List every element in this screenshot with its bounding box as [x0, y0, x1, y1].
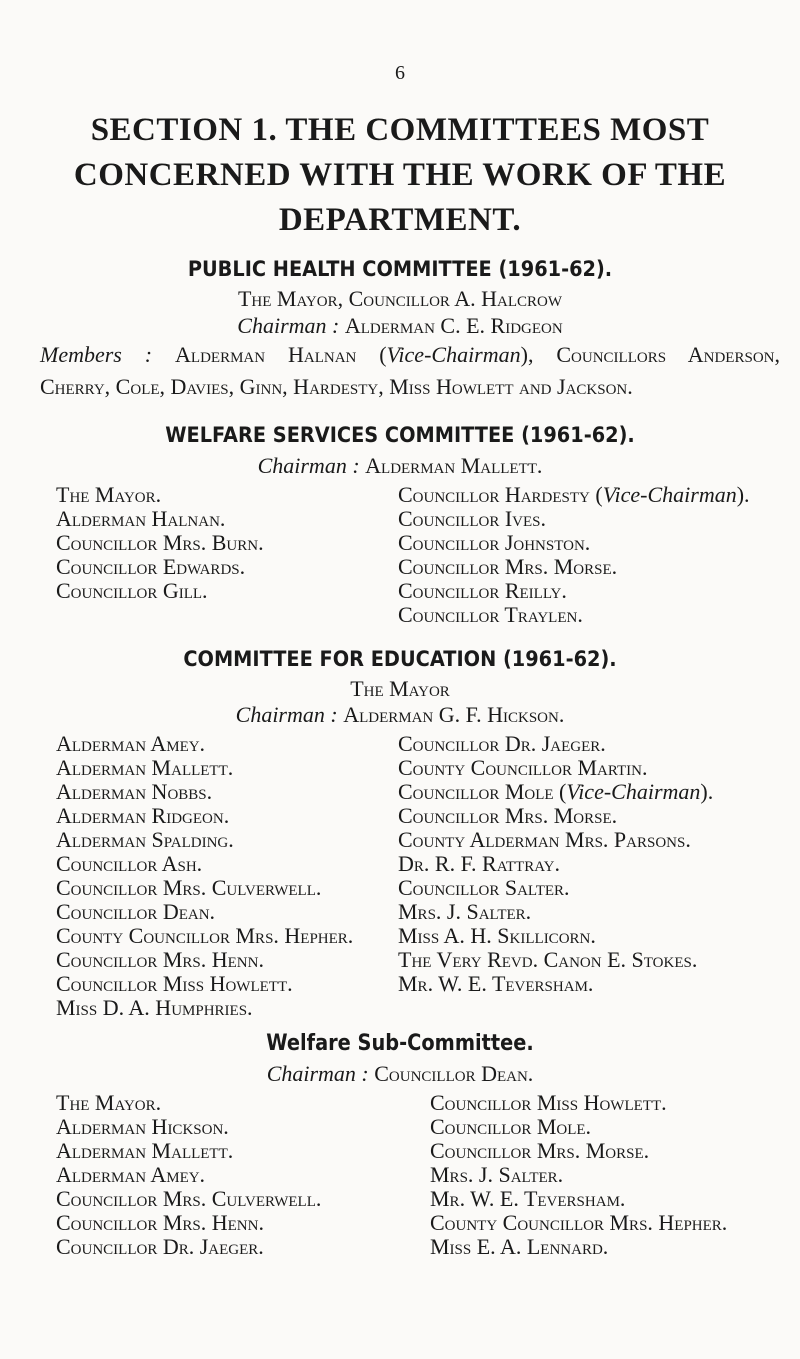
member-entry: Councillor Dean.: [56, 899, 216, 924]
member-entry: Councillor Gill.: [56, 578, 208, 603]
member-entry: The Mayor.: [56, 1090, 162, 1115]
public-health-members-line-1: [40, 340, 780, 370]
member-end: ).: [736, 482, 750, 507]
member-entry: Councillor Dr. Jaeger.: [56, 1234, 264, 1259]
member-entry: Councillor Salter.: [398, 875, 570, 900]
member-entry: Councillor Dr. Jaeger.: [398, 731, 606, 756]
member-entry: Councillor Mrs. Morse.: [398, 803, 618, 828]
member-entry: [398, 483, 750, 507]
education-heading: COMMITTEE FOR EDUCATION (1961-62).: [183, 647, 617, 671]
member-entry: County Councillor Martin.: [398, 755, 648, 780]
member-entry: County Councillor Mrs. Hepher.: [430, 1210, 728, 1235]
member-entry: Councillor Miss Howlett.: [430, 1090, 667, 1115]
member-entry: Councillor Mrs. Henn.: [56, 947, 264, 972]
chairman-label: Chairman :: [237, 313, 340, 338]
member-entry: Councillor Ives.: [398, 506, 546, 531]
member-entry: County Alderman Mrs. Parsons.: [398, 827, 691, 852]
welfare-services-heading: WELFARE SERVICES COMMITTEE (1961-62).: [165, 423, 635, 447]
section-title: SECTION 1. THE COMMITTEES MOST CONCERNED WITH THE WORK OF THE DEPARTMENT.: [73, 112, 727, 238]
member-entry: Councillor Mrs. Morse.: [430, 1138, 650, 1163]
welfare-sub-heading: Welfare Sub-Committee.: [266, 1031, 534, 1056]
member-entry: The Very Revd. Canon E. Stokes.: [398, 947, 698, 972]
member-entry: Mrs. J. Salter.: [430, 1162, 564, 1187]
member-entry: Alderman Amey.: [56, 1162, 206, 1187]
education-mayor-line: The Mayor: [350, 676, 450, 701]
member-entry: Councillor Johnston.: [398, 530, 591, 555]
member-entry: Alderman Ridgeon.: [56, 803, 230, 828]
public-health-members-line-2: Cherry, Cole, Davies, Ginn, Hardesty, Miss Howlett and Jackson.: [40, 374, 633, 399]
member-entry: Alderman Nobbs.: [56, 779, 213, 804]
education-right-column: [398, 732, 713, 996]
page-number: 6: [395, 62, 405, 84]
member-name: Councillor Hardesty (: [398, 482, 603, 507]
member-name: Councillor Mole (: [398, 779, 567, 804]
member-entry: Councillor Traylen.: [398, 602, 583, 627]
welfare-services-left-column: [56, 483, 264, 603]
chairman-value: Alderman C. E. Ridgeon: [344, 313, 563, 338]
member-entry: Alderman Hickson.: [56, 1114, 229, 1139]
member-entry: Councillor Mrs. Culverwell.: [56, 1186, 322, 1211]
member-entry: Alderman Spalding.: [56, 827, 234, 852]
member-entry: Councillor Reilly.: [398, 578, 567, 603]
member-entry: Councillor Mole.: [430, 1114, 592, 1139]
member-entry: Alderman Mallett.: [56, 1138, 234, 1163]
member-entry: Mrs. J. Salter.: [398, 899, 532, 924]
chairman-label: Chairman :: [266, 1061, 369, 1086]
welfare-sub-left-column: [56, 1091, 321, 1259]
member-entry: Miss D. A. Humphries.: [56, 995, 253, 1020]
chairman-value: Alderman G. F. Hickson.: [343, 702, 565, 727]
chairman-value: Councillor Dean.: [374, 1061, 534, 1086]
welfare-sub-chairman-line: [0, 1061, 800, 1087]
member-entry: [398, 780, 713, 804]
member-entry: Miss E. A. Lennard.: [430, 1234, 609, 1259]
member-entry: Councillor Mrs. Culverwell.: [56, 875, 322, 900]
member-entry: Councillor Edwards.: [56, 554, 246, 579]
member-entry: Councillor Mrs. Morse.: [398, 554, 618, 579]
members-vice-chairman: Vice-Chairman: [386, 342, 521, 367]
welfare-services-chairman-line: [0, 453, 800, 479]
member-entry: Miss A. H. Skillicorn.: [398, 923, 596, 948]
members-part-1: Alderman Halnan (: [175, 342, 387, 367]
member-entry: Alderman Halnan.: [56, 506, 226, 531]
member-entry: Councillor Ash.: [56, 851, 203, 876]
education-chairman-line: [0, 702, 800, 728]
member-end: ).: [700, 779, 714, 804]
member-entry: Councillor Mrs. Burn.: [56, 530, 264, 555]
education-left-column: [56, 732, 353, 1020]
members-part-2: ), Councillors Anderson,: [520, 342, 780, 367]
member-entry: Councillor Miss Howlett.: [56, 971, 293, 996]
chairman-label: Chairman :: [257, 453, 360, 478]
chairman-value: Alderman Mallett.: [365, 453, 543, 478]
member-entry: Alderman Mallett.: [56, 755, 234, 780]
vice-chairman-role: Vice-Chairman: [566, 779, 701, 804]
chairman-label: Chairman :: [235, 702, 338, 727]
welfare-services-right-column: [398, 483, 750, 627]
public-health-mayor-line: The Mayor, Councillor A. Halcrow: [237, 286, 562, 311]
member-entry: Councillor Mrs. Henn.: [56, 1210, 264, 1235]
member-entry: Dr. R. F. Rattray.: [398, 851, 561, 876]
member-entry: Alderman Amey.: [56, 731, 206, 756]
member-entry: Mr. W. E. Teversham.: [430, 1186, 626, 1211]
welfare-sub-right-column: [430, 1091, 727, 1259]
member-entry: Mr. W. E. Teversham.: [398, 971, 594, 996]
public-health-chairman-line: [0, 313, 800, 339]
members-label: Members :: [40, 342, 153, 367]
public-health-heading: PUBLIC HEALTH COMMITTEE (1961-62).: [187, 257, 613, 281]
vice-chairman-role: Vice-Chairman: [602, 482, 737, 507]
member-entry: County Councillor Mrs. Hepher.: [56, 923, 354, 948]
member-entry: The Mayor.: [56, 482, 162, 507]
